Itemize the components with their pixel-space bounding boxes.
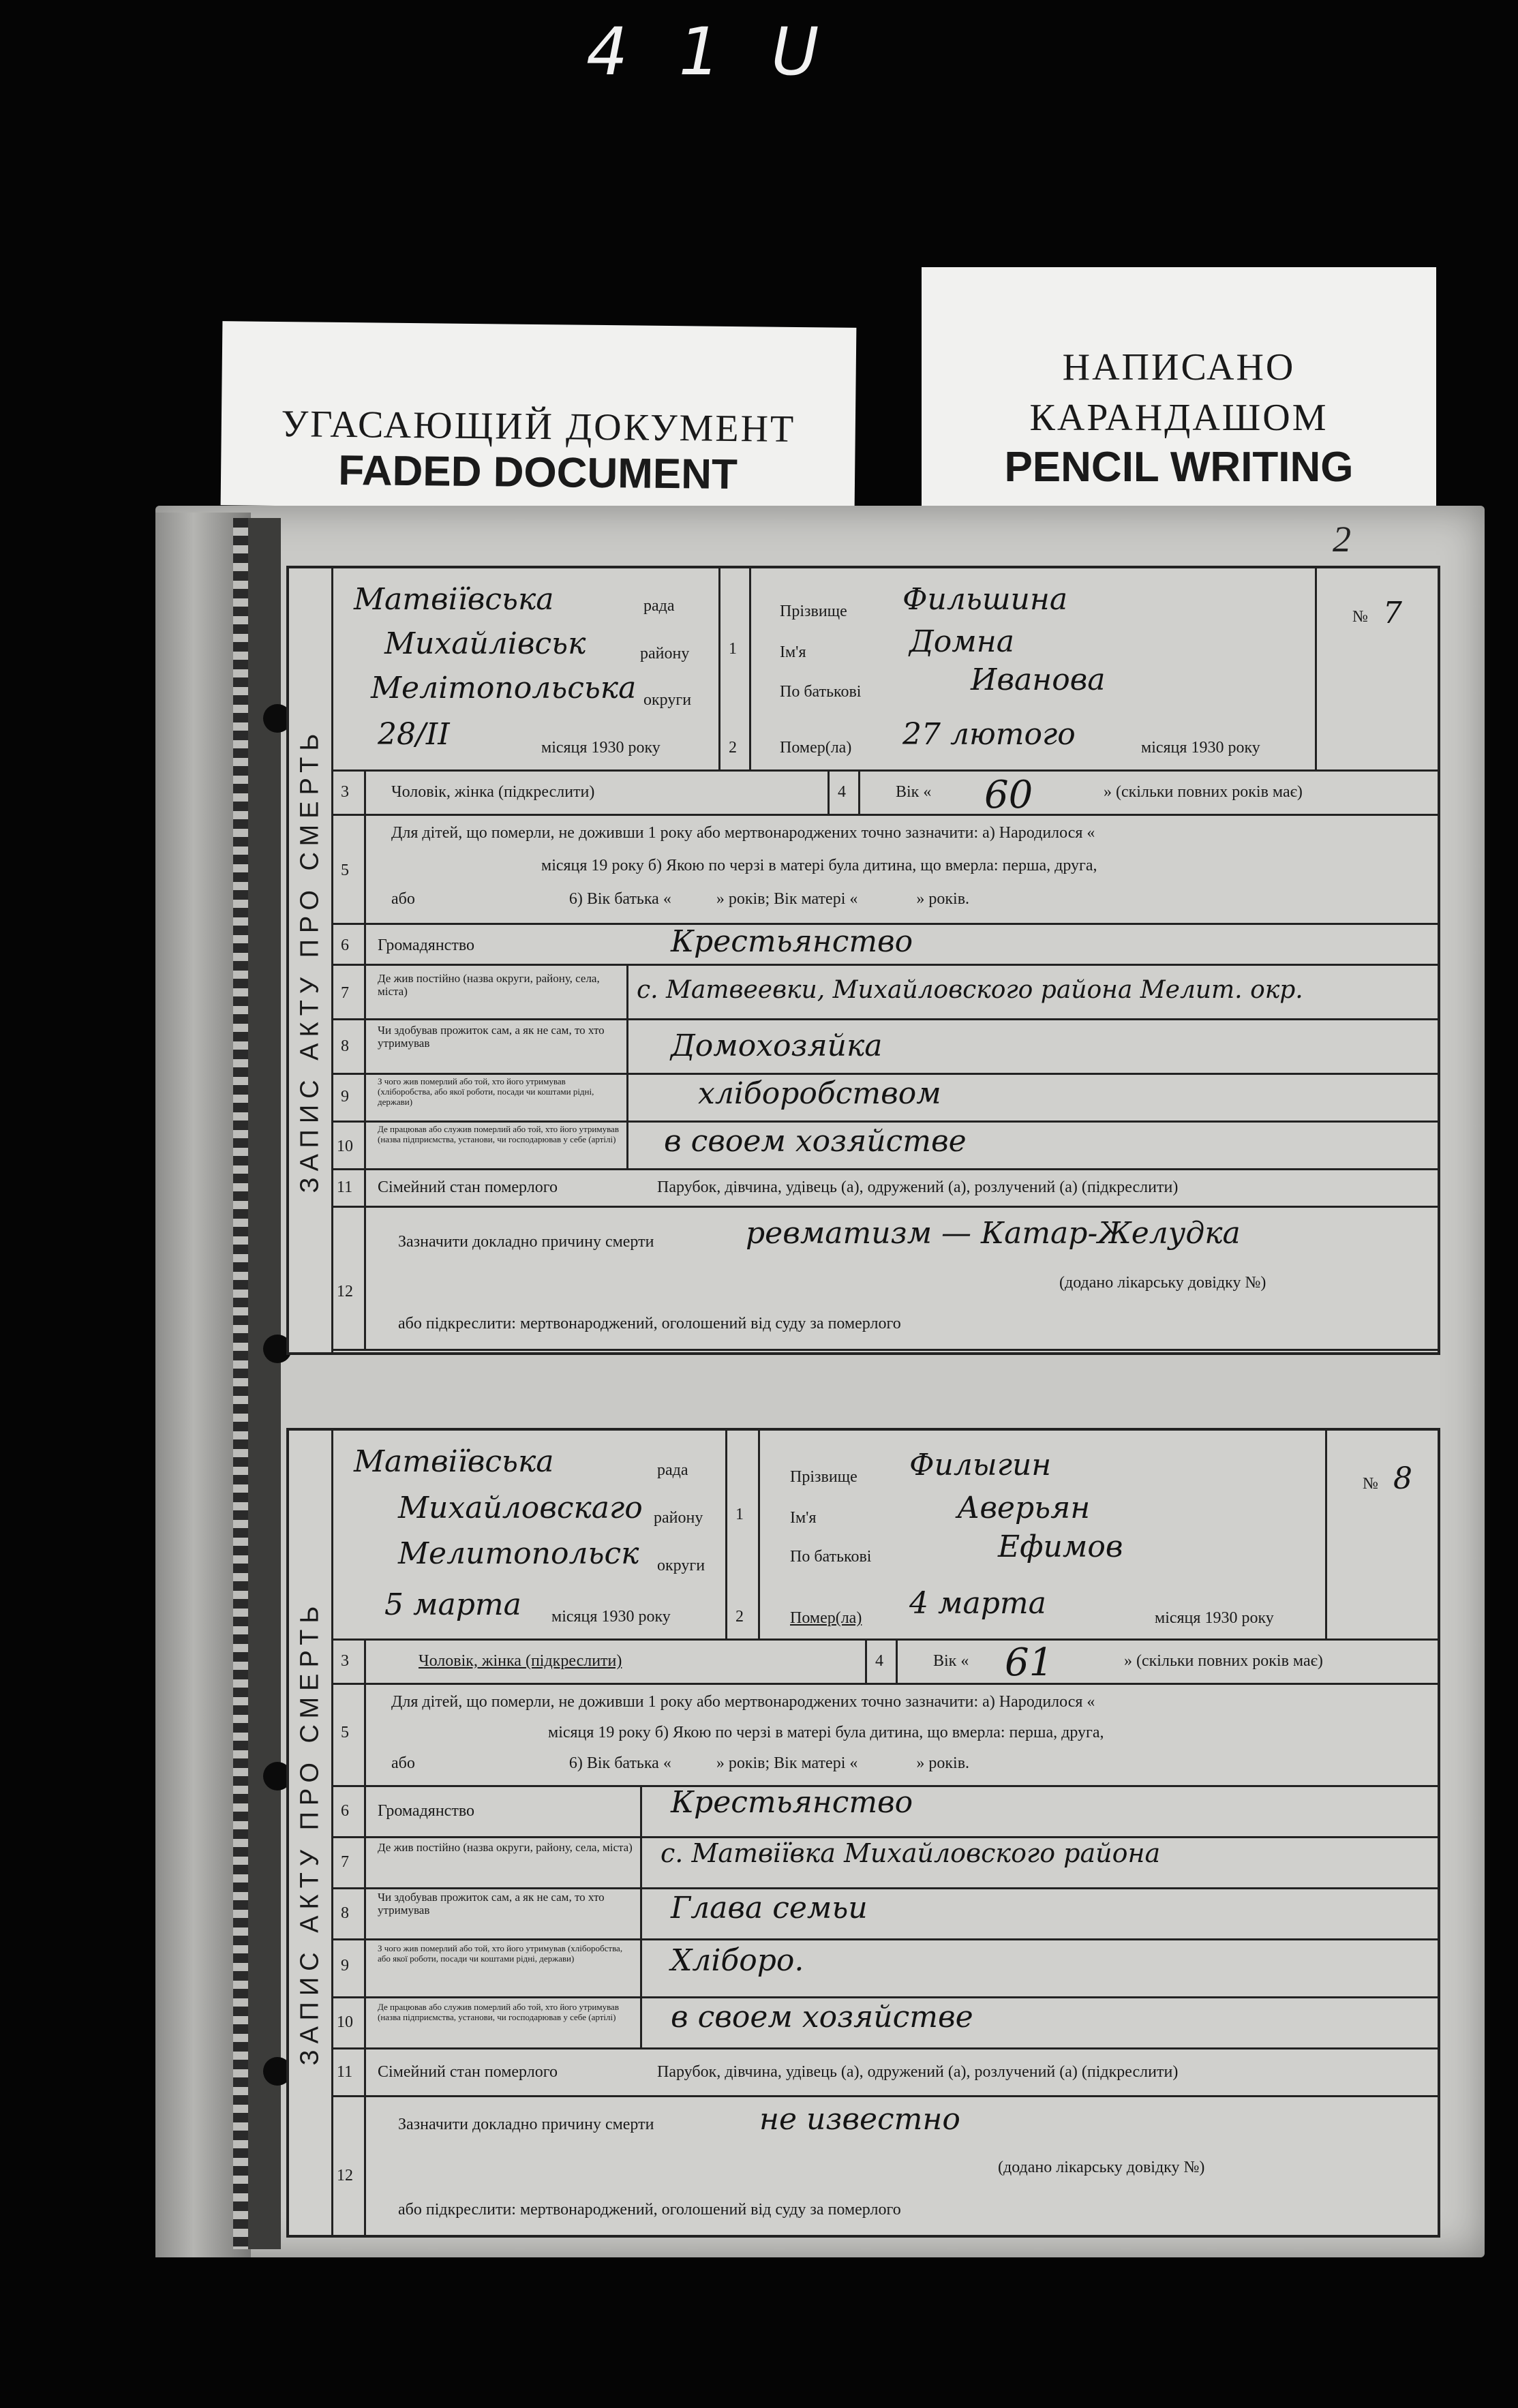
workplace-value: в своем хозяйстве [664,1124,967,1159]
income-source-label: З чого жив померлий або той, хто його утримував (хліборобства, або якої роботи, посади чи коштами рідні, держави) [378,1076,594,1107]
marital-options: Парубок, дівчина, удівець (а), одружений (а), розлучений (а) (підкреслити) [657,1178,1179,1196]
page-number-mark: 2 [1333,519,1351,560]
patronymic-value: Ефимов [998,1529,1123,1564]
record-side-title: ЗАПИС АКТУ ПРО СМЕРТЬ [289,1431,333,2235]
pencil-label-english: PENCIL WRITING [1004,444,1354,491]
citizenship-label: Громадянство [378,936,474,954]
faded-label-russian: УГАСАЮЩИЙ ДОКУМЕНТ [281,403,796,451]
surname-value: Фильшина [902,582,1068,617]
binding-stitch [233,518,248,2249]
rada-label: рада [643,597,675,615]
death-record-1: ЗАПИС АКТУ ПРО СМЕРТЬ Матвіївська рада Михайлівськ району Мелітопольська округи 28/II місяця 1930 року 1 2 Прізвище Фильшина Ім'я Домна По батькові Иванова Помер(ла) 27 лютого місяця 1930 року № 7 3 Чоловік, жінка (підкреслити) 4 Вік « 60 » (скільки повних років має) 5 Для дітей, що померли, не доживши 1 року або мертвонароджених точно зазначити: а) Народилося « місяця 19 року б) Якою по черзі в матері була дитина, що вмерла: перша, друга, або 6) Вік батька « » років; Вік матері « » років. 6 Громадянство Крестьянство 7 Де жив постійно (назва округи, району, села, міста) с. Матвеевки, Михайловского района Мелит. окр. 8 Чи здобував прожиток сам, а як не сам, то хто утримував Домохозяйка 9 З чого жив померлий або той, хто його утримував (хліборобства, або якої роботи, посади чи коштами рідні, держави) хліборобством 10 Де працював або служив померлий або той, хто його утримував (назва підприємства, установи, чи господарював у себе (артілі) в своем хозяйстве 11 Сімейний стан померлого Парубок, дівчина, удівець (а), одружений (а), розлучений (а) (підкреслити) 12 Зазначити докладно причину смерти ревматизм — Катар-Желудка (додано лікарську довідку №) або підкреслити: мертвонароджений, оголошений від суду за померлого [286,566,1440,1355]
died-label: Помер(ла) [780,739,852,757]
workplace-label: Де працював або служив померлий або той, хто його утримував (назва підприємства, установи, чи господарював у себе (артілі) [378,1124,619,1144]
surname-value: Филыгин [909,1448,1052,1482]
binding-spine [247,518,281,2249]
residence-value: с. Матвіївка Михайловского района [661,1838,1161,1868]
cause-value: ревматизм — Катар-Желудка [746,1216,1241,1251]
record-side-title: ЗАПИС АКТУ ПРО СМЕРТЬ [289,568,333,1352]
pencil-writing-label [922,267,1436,513]
rada-value: Матвіївська [354,582,554,617]
faded-label-english: FADED DOCUMENT [338,446,738,499]
age-value: 61 [1005,1641,1054,1685]
sex-label: Чоловік, жінка (підкреслити) [419,1652,622,1670]
death-day: 27 [902,717,941,752]
name-value: Домна [909,624,1014,659]
registration-date: 28/II [378,717,450,752]
age-prefix: Вік « [896,783,932,801]
record-number: 8 [1393,1461,1412,1496]
cause-value: не известно [759,2102,960,2137]
death-record-2: ЗАПИС АКТУ ПРО СМЕРТЬ Матвіївська рада Михайловскаго району Мелитопольск округи 5 марта місяця 1930 року 1 2 Прізвище Филыгин Ім'я Аверьян По батькові Ефимов Помер(ла) 4 марта місяця 1930 року № 8 3 Чоловік, жінка (підкреслити) 4 Вік « 61 » (скільки повних років має) 5 Для дітей, що померли, не доживши 1 року або мертвонароджених точно зазначити: а) Народилося « місяця 19 року б) Якою по черзі в матері була дитина, що вмерла: перша, друга, або 6) Вік батька « » років; Вік матері « » років. 6 Громадянство Крестьянство 7 Де жив постійно (назва округи, району, села, міста) с. Матвіївка Михайловского района 8 Чи здобував прожиток сам, а як не сам, то хто утримував Глава семьи 9 З чого жив померлий або той, хто його утримував (хліборобства, або якої роботи, посади чи коштами рідні, держави) Хліборо. 10 Де працював або служив померлий або той, хто його утримував (назва підприємства, установи, чи господарював у себе (артілі) в своем хозяйстве 11 Сімейний стан померлого Парубок, дівчина, удівець (а), одружений (а), розлучений (а) (підкреслити) 12 Зазначити докладно причину смерти не известно (додано лікарську довідку №) або підкреслити: мертвонароджений, оголошений від суду за померлого [286,1428,1440,2238]
patronymic-label: По батькові [780,683,862,701]
month-label: місяця [541,739,588,757]
microfilm-frame-number: 4 1 U [586,14,834,90]
income-source-value: хліборобством [698,1076,941,1111]
raion-value: Михайловскаго [398,1491,643,1525]
livelihood-value: Домохозяйка [671,1028,883,1063]
death-month: марта [938,1586,1046,1621]
registration-year: 30 [607,739,624,757]
livelihood-value: Глава семьи [671,1891,868,1925]
marital-label: Сімейний стан померлого [378,1178,558,1196]
registration-year: 30 [618,1608,635,1626]
registration-date: 5 марта [384,1587,521,1622]
raion-label: району [640,645,690,662]
death-year: 30 [1207,739,1224,757]
name-label: Ім'я [780,643,806,661]
year-label: року [628,739,661,757]
faded-document-label [221,321,857,512]
patronymic-value: Иванова [971,662,1106,697]
stillborn-note: або підкреслити: мертвонароджений, оголошений від суду за померлого [398,1315,901,1332]
workplace-value: в своем хозяйстве [671,2000,973,2034]
name-value: Аверьян [957,1491,1091,1525]
income-source-value: Хліборо. [671,1943,804,1978]
citizenship-value: Крестьянство [671,924,913,959]
age-value: 60 [984,773,1033,817]
citizenship-value: Крестьянство [671,1785,913,1820]
children-text-1: Для дітей, що померли, не доживши 1 року або мертвонароджених точно зазначити: а) Народилося « [391,824,1095,842]
raion-value: Михайлівськ [384,626,586,661]
surname-label: Прізвище [780,603,847,620]
residence-label: Де жив постійно (назва округи, району, села, міста) [378,972,600,998]
pencil-label-russian-1: НАПИСАНО [1062,346,1296,388]
pencil-label-russian-2: КАРАНДАШОМ [1029,397,1329,439]
sex-label: Чоловік, жінка (підкреслити) [391,783,595,801]
cause-label: Зазначити докладно причину смерти [398,1233,654,1251]
death-month: лютого [950,717,1076,752]
death-year: 30 [1221,1609,1238,1627]
okruha-value: Мелитопольск [398,1536,639,1571]
residence-value: с. Матвеевки, Михайловского района Мелит. окр. [637,976,1303,1004]
death-day: 4 [909,1586,928,1621]
record-number: 7 [1383,596,1402,630]
age-suffix: » (скільки повних років має) [1104,783,1303,801]
doctor-note: (додано лікарську довідку № [1059,1274,1261,1292]
okruha-label: округи [643,691,692,709]
okruha-value: Мелітопольська [371,671,637,705]
rada-value: Матвіївська [354,1444,554,1479]
livelihood-label: Чи здобував прожиток сам, а як не сам, то хто утримував [378,1024,605,1050]
